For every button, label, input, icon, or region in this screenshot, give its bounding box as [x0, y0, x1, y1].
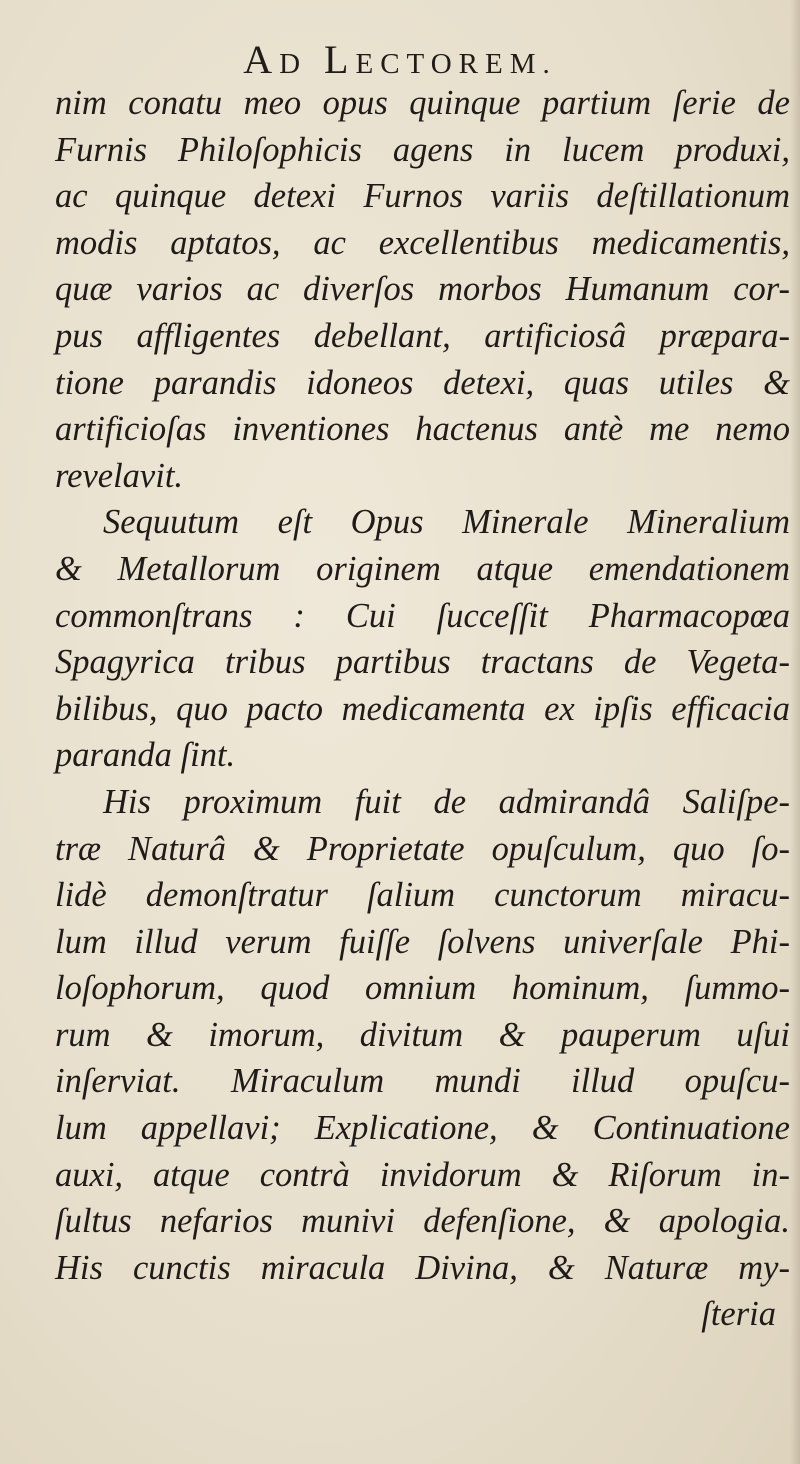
- text-line: & Metallorum originem atque emendationem: [55, 549, 790, 588]
- text-line: commonſtrans : Cui ſucceſſit Pharmacopœa: [55, 596, 790, 635]
- text-line: lum illud verum fuiſſe ſolvens univerſale Phi-: [55, 922, 790, 961]
- text-line: revelavit.: [55, 456, 184, 495]
- text-line: lum appellavi; Explicatione, & Continuatione: [55, 1109, 790, 1148]
- text-line: lidè demonſtratur ſalium cunctorum miracu-: [55, 876, 790, 915]
- text-line: His cunctis miracula Divina, & Naturæ my-: [55, 1248, 790, 1287]
- running-head: [0, 36, 800, 83]
- running-head-rest-l: ECTOREM.: [355, 48, 557, 80]
- running-head-cap-a: A: [243, 37, 280, 82]
- body-text: [55, 80, 790, 1338]
- text-line: nim conatu meo opus quinque partium ſerie de: [55, 84, 790, 122]
- text-line: tione parandis idoneos detexi, quas utiles &: [55, 363, 790, 402]
- text-line: pus affligentes debellant, artificiosâ præpara-: [55, 316, 790, 355]
- text-line: Furnis Philoſophicis agens in lucem produxi,: [55, 130, 790, 169]
- text-line: quæ varios ac diverſos morbos Humanum cor-: [55, 270, 790, 309]
- text-line: loſophorum, quod omnium hominum, ſummo-: [55, 969, 790, 1008]
- catchword: ſteria: [701, 1295, 776, 1334]
- text-line: Spagyrica tribus partibus tractans de Vegeta-: [55, 643, 790, 682]
- text-line: artificioſas inventiones hactenus antè me nemo: [55, 410, 790, 449]
- text-line: paranda ſint.: [55, 736, 236, 775]
- running-head-rest-a: D: [279, 48, 308, 80]
- text-line: inſerviat. Miraculum mundi illud opuſcu-: [55, 1062, 790, 1101]
- text-line: træ Naturâ & Proprietate opuſculum, quo ſo-: [55, 829, 790, 868]
- text-line: auxi, atque contrà invidorum & Riſorum in-: [55, 1155, 790, 1194]
- text-line: Sequutum eſt Opus Minerale Mineralium: [103, 503, 790, 542]
- page-edge-shadow: [790, 0, 800, 1464]
- running-head-cap-l: L: [324, 37, 356, 82]
- text-line: ſultus nefarios munivi defenſione, & apologia.: [55, 1202, 790, 1241]
- text-line: bilibus, quo pacto medicamenta ex ipſis efficacia: [55, 689, 790, 728]
- text-line: His proximum fuit de admirandâ Saliſpe-: [103, 782, 790, 821]
- text-line: rum & imorum, divitum & pauperum uſui: [55, 1015, 790, 1054]
- text-line: ac quinque detexi Furnos variis deſtillationum: [55, 177, 790, 216]
- text-line: modis aptatos, ac excellentibus medicamentis,: [55, 223, 790, 262]
